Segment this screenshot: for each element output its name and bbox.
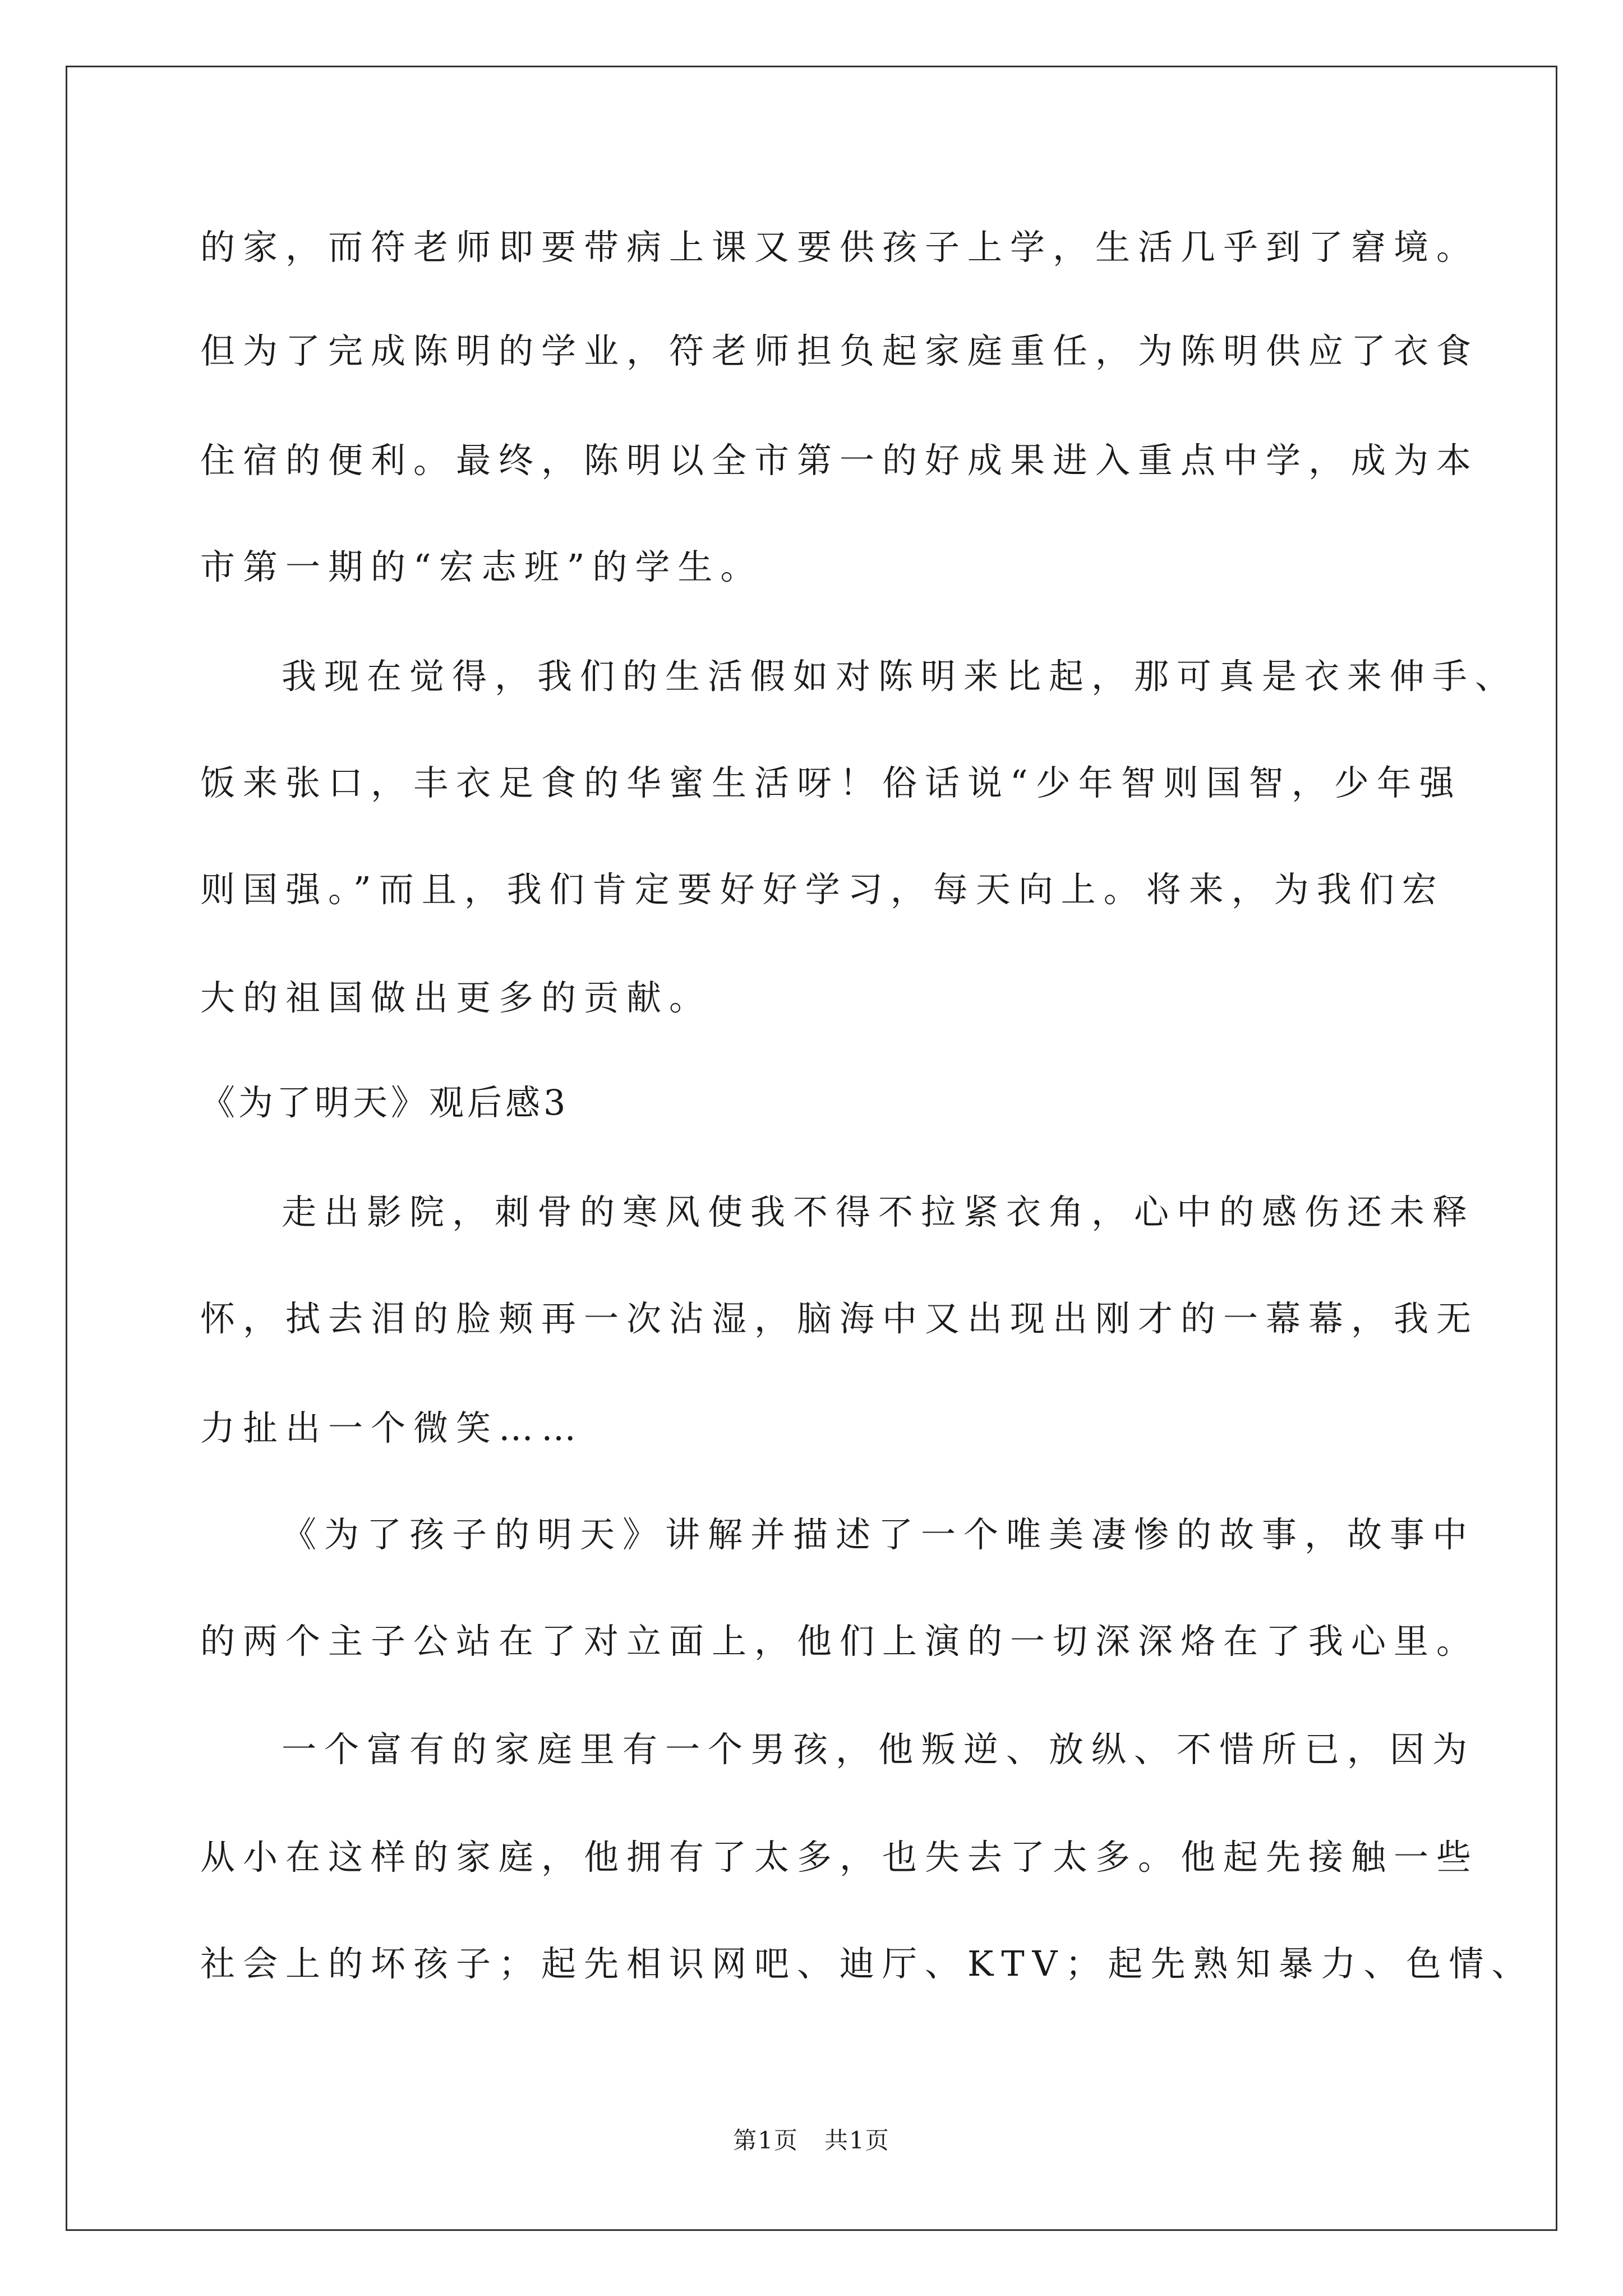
text-line: 的家，而符老师即要带病上课又要供孩子上学，生活几乎到了窘境。 <box>200 227 1479 268</box>
paragraph-first-line: 一个富有的家庭里有一个男孩，他叛逆、放纵、不惜所已，因为 <box>282 1729 1476 1770</box>
text-line: 怀，拭去泪的脸颊再一次沾湿，脑海中又出现出刚才的一幕幕，我无 <box>200 1298 1479 1339</box>
text-line: 则国强。”而且，我们肯定要好好学习，每天向上。将来，为我们宏 <box>200 869 1445 910</box>
paragraph-first-line: 我现在觉得，我们的生活假如对陈明来比起，那可真是衣来伸手、 <box>282 656 1518 697</box>
page-number-footer: 第1页 共1页 <box>733 2127 890 2154</box>
text-line: 住宿的便利。最终，陈明以全市第一的好成果进入重点中学，成为本 <box>200 440 1479 481</box>
text-line: 市第一期的“宏志班”的学生。 <box>200 546 763 587</box>
paragraph-first-line: 《为了孩子的明天》讲解并描述了一个唯美凄惨的故事，故事中 <box>282 1514 1476 1555</box>
page-border <box>66 66 1557 2231</box>
section-heading: 《为了明天》观后感3 <box>200 1082 569 1123</box>
text-line: 力扯出一个微笑…… <box>200 1407 584 1448</box>
text-line: 社会上的坏孩子；起先相识网吧、迪厅、KTV；起先熟知暴力、色情、 <box>200 1943 1534 1984</box>
paragraph-first-line: 走出影院，刺骨的寒风使我不得不拉紧衣角，心中的感伤还未释 <box>282 1191 1476 1232</box>
text-line: 从小在这样的家庭，他拥有了太多，也失去了太多。他起先接触一些 <box>200 1837 1479 1878</box>
text-line: 饭来张口，丰衣足食的华蜜生活呀！俗话说“少年智则国智，少年强 <box>200 762 1462 803</box>
text-line: 大的祖国做出更多的贡献。 <box>200 977 712 1018</box>
text-line: 但为了完成陈明的学业，符老师担负起家庭重任，为陈明供应了衣食 <box>200 330 1479 371</box>
text-line: 的两个主子公站在了对立面上，他们上演的一切深深烙在了我心里。 <box>200 1621 1479 1662</box>
